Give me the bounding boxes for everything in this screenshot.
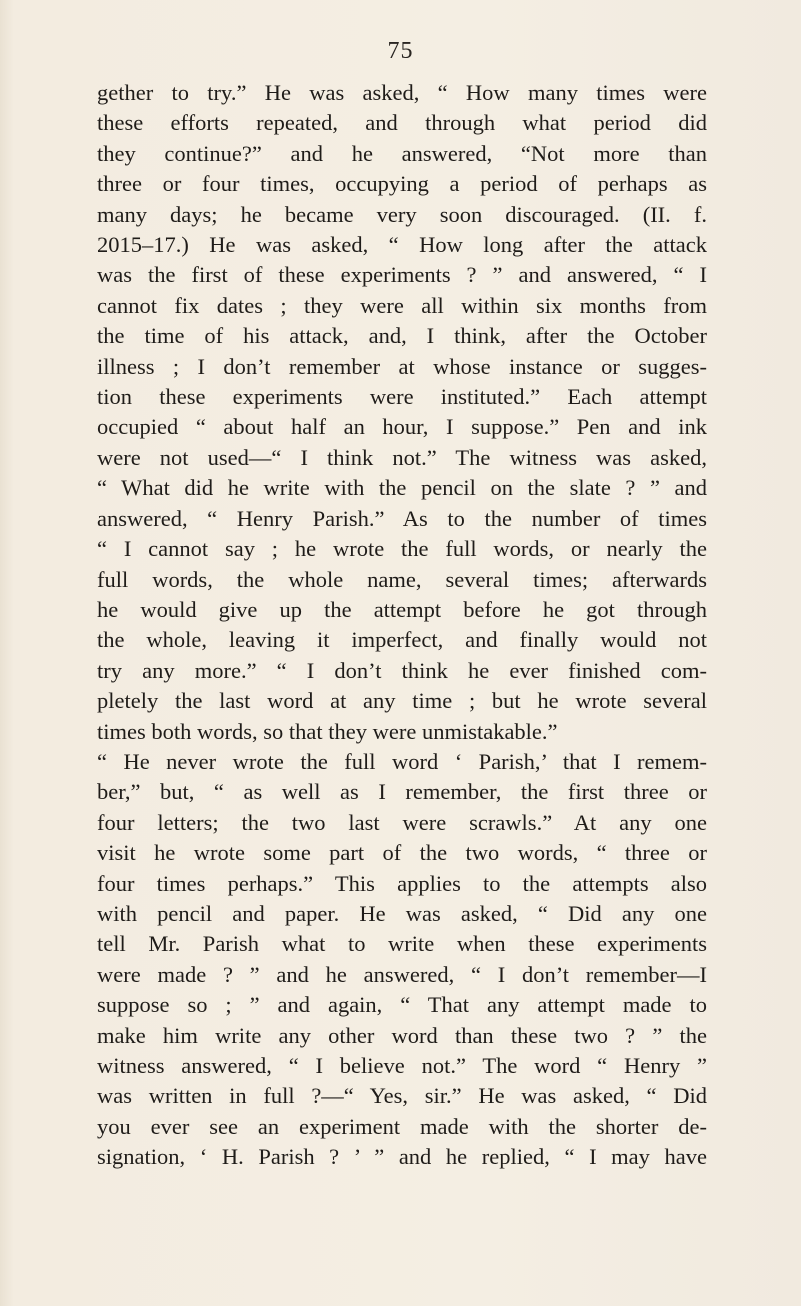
text-line: were not used—“ I think not.” The witness was asked, (97, 444, 707, 470)
text-line: “ What did he write with the pencil on the slate ? ” and (97, 475, 707, 501)
text-line: cannot fix dates ; they were all within six months from (97, 292, 707, 318)
text-line: answered, “ Henry Parish.” As to the number of times (97, 505, 707, 531)
text-line: with pencil and paper. He was asked, “ Did any one (97, 900, 707, 926)
text-line: visit he wrote some part of the two words, “ three or (97, 840, 707, 866)
text-line: “ He never wrote the full word ‘ Parish,’ that I remem- (97, 748, 707, 774)
text-line: suppose so ; ” and again, “ That any attempt made to (97, 992, 707, 1018)
text-line: ber,” but, “ as well as I remember, the first three or (97, 779, 707, 805)
text-line: the time of his attack, and, I think, after the October (97, 323, 707, 349)
body-text (97, 78, 707, 1173)
text-line: they continue?” and he answered, “Not more than (97, 140, 707, 166)
text-line: tell Mr. Parish what to write when these experiments (97, 931, 707, 957)
text-line: illness ; I don’t remember at whose instance or sugges- (97, 353, 707, 379)
page-number: 75 (387, 38, 414, 64)
text-line: the whole, leaving it imperfect, and finally would not (97, 627, 707, 653)
text-line: three or four times, occupying a period of perhaps as (97, 171, 707, 197)
text-line: four times perhaps.” This applies to the attempts also (97, 870, 707, 896)
text-line: try any more.” “ I don’t think he ever finished com- (97, 657, 707, 683)
text-line: was the first of these experiments ? ” and answered, “ I (97, 262, 707, 288)
text-line: times both words, so that they were unmistakable.” (97, 718, 558, 744)
text-line: make him write any other word than these two ? ” the (97, 1022, 707, 1048)
text-line: occupied “ about half an hour, I suppose.” Pen and ink (97, 414, 707, 440)
text-line: tion these experiments were instituted.” Each attempt (97, 384, 707, 410)
text-line: gether to try.” He was asked, “ How many times were (97, 80, 707, 105)
text-line: he would give up the attempt before he got through (97, 596, 707, 622)
text-line: 2015–17.) He was asked, “ How long after the attack (97, 232, 707, 258)
text-line: many days; he became very soon discouraged. (II. f. (97, 201, 707, 227)
text-line: these efforts repeated, and through what period did (97, 110, 707, 136)
text-line: were made ? ” and he answered, “ I don’t remember—I (97, 961, 707, 987)
text-line: four letters; the two last were scrawls.” At any one (97, 809, 707, 835)
text-line: signation, ‘ H. Parish ? ’ ” and he replied, “ I may have (97, 1144, 707, 1170)
text-line: you ever see an experiment made with the shorter de- (97, 1113, 707, 1139)
text-line: pletely the last word at any time ; but he wrote several (97, 688, 707, 714)
text-line: “ I cannot say ; he wrote the full words, or nearly the (97, 536, 707, 562)
text-line: witness answered, “ I believe not.” The word “ Henry ” (97, 1053, 707, 1078)
text-line: was written in full ?—“ Yes, sir.” He was asked, “ Did (97, 1083, 707, 1109)
text-line: full words, the whole name, several times; afterwards (97, 566, 707, 592)
